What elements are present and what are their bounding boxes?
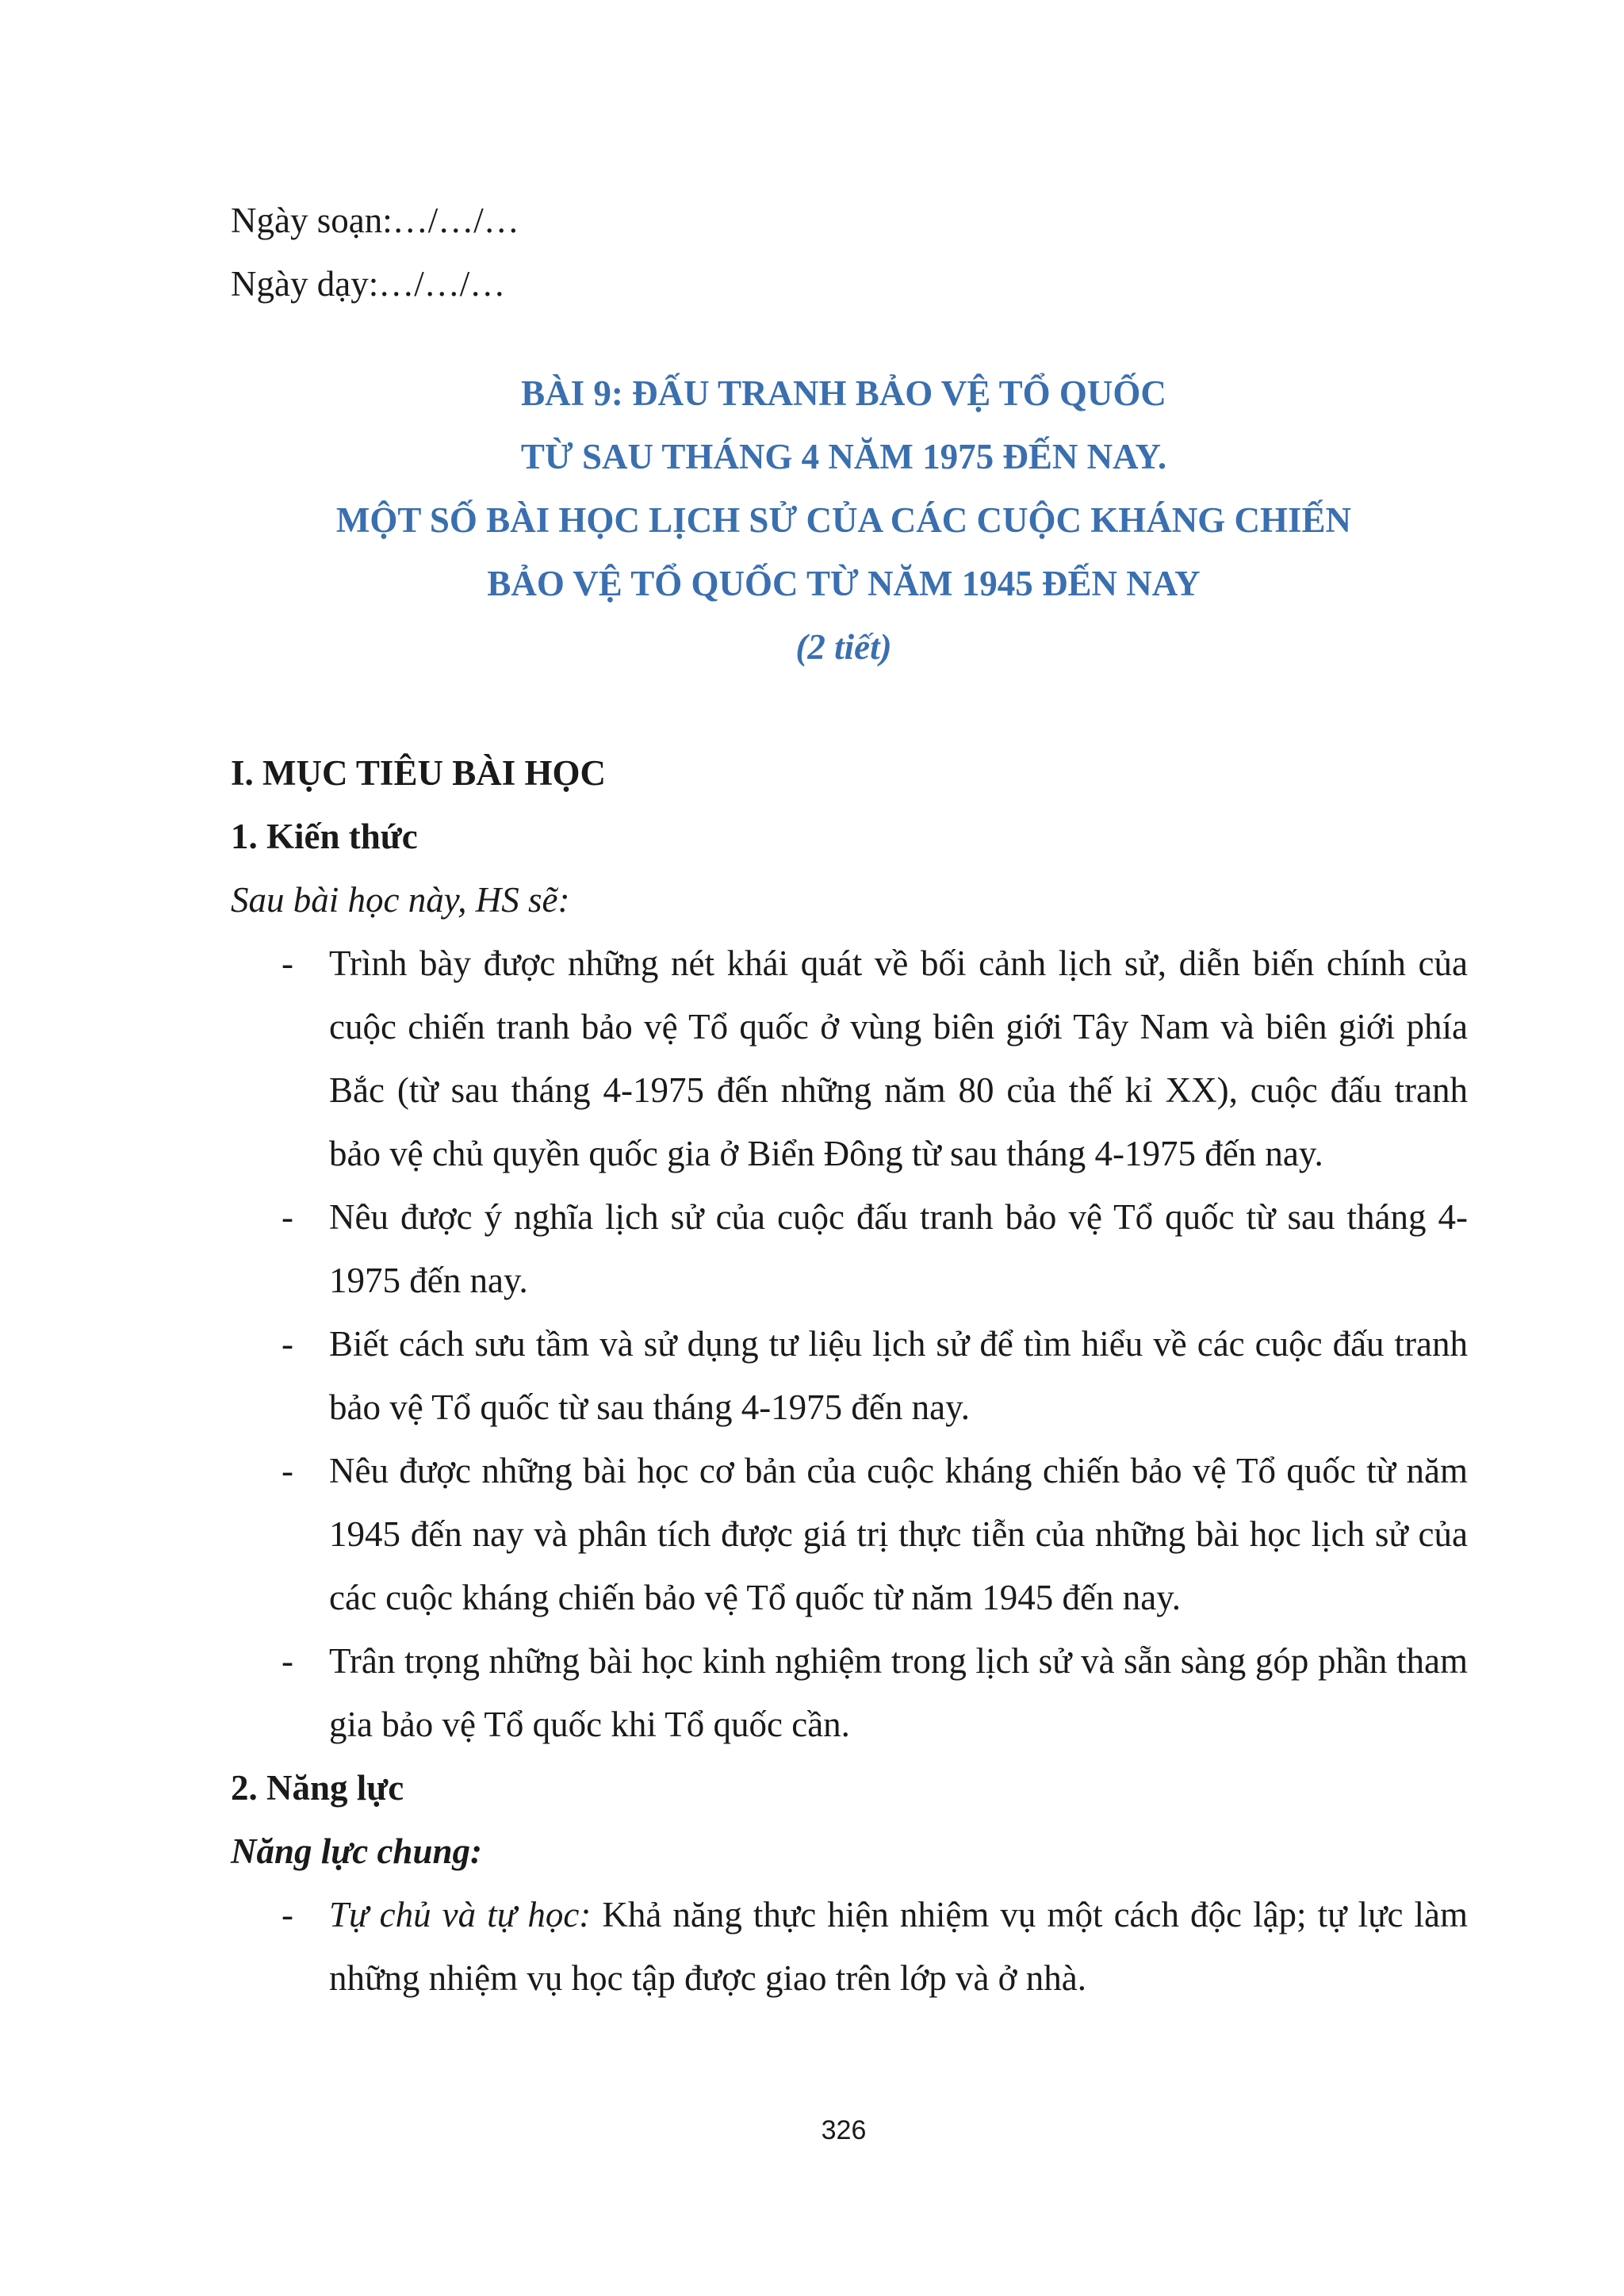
page-number: 326 xyxy=(821,2115,867,2145)
list-item xyxy=(231,1439,1468,1629)
dash-bullet: - xyxy=(282,1895,293,1934)
subsection-heading-knowledge: 1. Kiến thức xyxy=(231,817,418,856)
list-item xyxy=(231,1312,1468,1439)
lesson-title xyxy=(0,362,1624,679)
knowledge-list xyxy=(231,932,1468,1756)
teach-date: Ngày dạy:…/…/… xyxy=(231,264,506,304)
prep-date: Ngày soạn:…/…/… xyxy=(231,201,519,240)
list-item-text: Biết cách sưu tầm và sử dụng tư liệu lịch sử để tìm hiểu về các cuộc đấu tranh bảo vệ Tổ quốc từ sau tháng 4-1975 đến nay. xyxy=(329,1324,1468,1427)
title-line-2: TỪ SAU THÁNG 4 NĂM 1975 ĐẾN NAY. xyxy=(520,437,1167,476)
competence-list xyxy=(231,1883,1468,2010)
dash-bullet: - xyxy=(282,1324,293,1364)
list-item xyxy=(231,1185,1468,1312)
list-item-text: Trân trọng những bài học kinh nghiệm trong lịch sử và sẵn sàng góp phần tham gia bảo vệ Tổ quốc khi Tổ quốc cần. xyxy=(329,1641,1468,1744)
list-item-text: Nêu được ý nghĩa lịch sử của cuộc đấu tranh bảo vệ Tổ quốc từ sau tháng 4-1975 đến nay. xyxy=(329,1197,1468,1300)
competence-label: Tự chủ và tự học: xyxy=(329,1895,592,1934)
dash-bullet: - xyxy=(282,943,293,983)
title-line-1: BÀI 9: ĐẤU TRANH BẢO VỆ TỔ QUỐC xyxy=(521,373,1166,413)
lesson-dates xyxy=(231,189,519,316)
list-item xyxy=(231,932,1468,1185)
list-item-text: Trình bày được những nét khái quát về bối cảnh lịch sử, diễn biến chính của cuộc chiến tranh bảo vệ Tổ quốc ở vùng biên giới Tây Nam và biên giới phía Bắc (từ sau tháng 4-1975 đến những năm 80 của thế kỉ XX), cuộc đấu tranh bảo vệ chủ quyền quốc gia ở Biển Đông từ sau tháng 4-1975 đến nay. xyxy=(329,943,1468,1173)
dash-bullet: - xyxy=(282,1641,293,1681)
knowledge-intro: Sau bài học này, HS sẽ: xyxy=(231,880,570,920)
list-item-text: Nêu được những bài học cơ bản của cuộc kháng chiến bảo vệ Tổ quốc từ năm 1945 đến nay và phân tích được giá trị thực tiễn của những bài học lịch sử của các cuộc kháng chiến bảo vệ Tổ quốc từ năm 1945 đến nay. xyxy=(329,1451,1468,1617)
subsection-heading-competence: 2. Năng lực xyxy=(231,1768,404,1808)
title-line-4: BẢO VỆ TỔ QUỐC TỪ NĂM 1945 ĐẾN NAY xyxy=(487,564,1201,603)
title-line-3: MỘT SỐ BÀI HỌC LỊCH SỬ CỦA CÁC CUỘC KHÁNG CHIẾN xyxy=(335,500,1352,540)
dash-bullet: - xyxy=(282,1451,293,1490)
section-heading-objectives: I. MỤC TIÊU BÀI HỌC xyxy=(231,753,606,793)
general-competence-heading: Năng lực chung: xyxy=(231,1831,482,1871)
list-item xyxy=(231,1883,1468,2010)
list-item-text: Khả năng thực hiện nhiệm vụ một cách độc lập; tự lực làm những nhiệm vụ học tập được giao trên lớp và ở nhà. xyxy=(329,1895,1468,1998)
lesson-duration: (2 tiết) xyxy=(795,627,892,667)
dash-bullet: - xyxy=(282,1197,293,1237)
list-item xyxy=(231,1629,1468,1756)
lesson-content xyxy=(231,741,1468,2010)
